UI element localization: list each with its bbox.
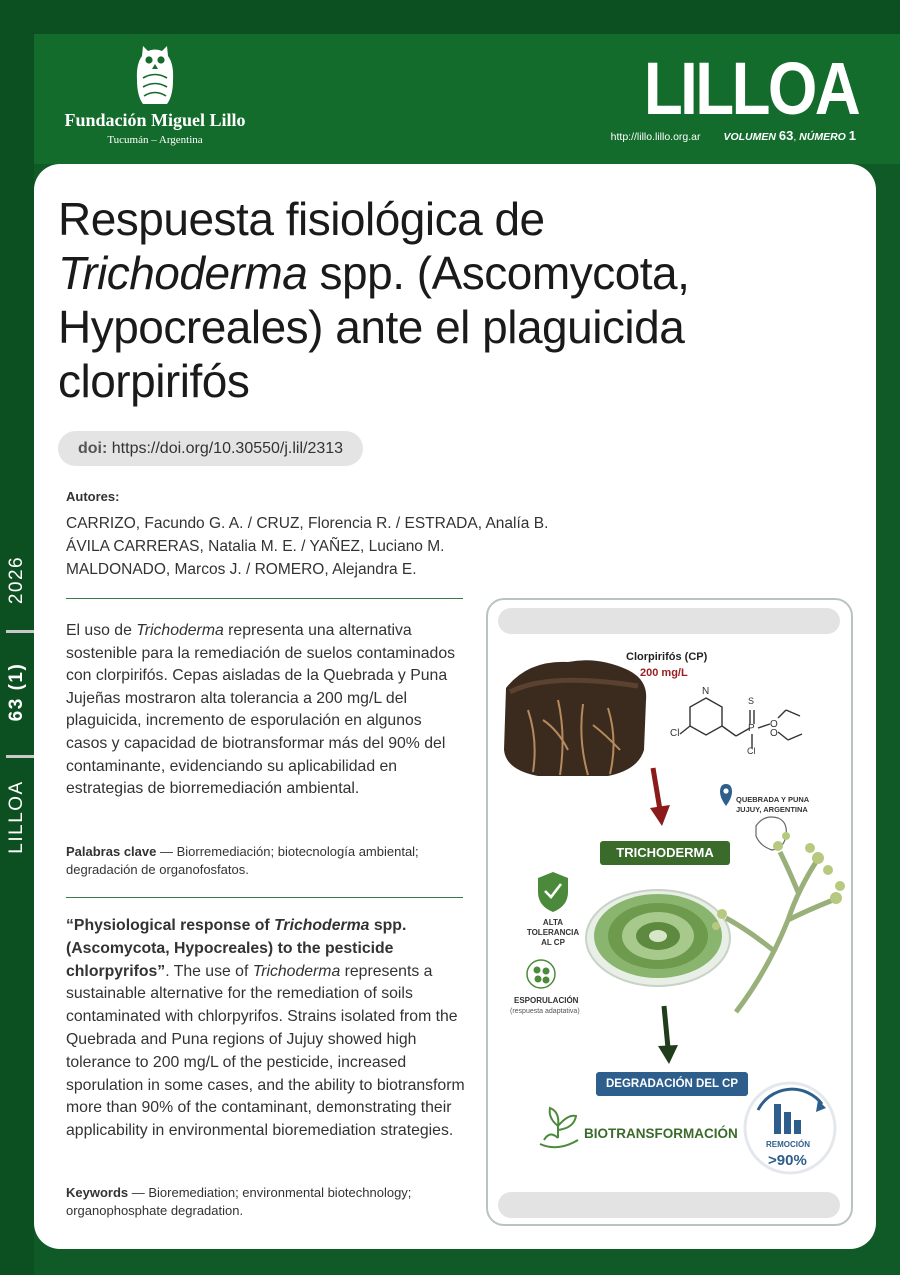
plant-hand-icon bbox=[540, 1108, 578, 1147]
location-label: QUEBRADA Y PUNA JUJUY, ARGENTINA bbox=[736, 795, 810, 814]
volume-label: VOLUMEN bbox=[723, 131, 776, 143]
degradation-label: DEGRADACIÓN DEL CP bbox=[596, 1072, 748, 1096]
org-location: Tucumán – Argentina bbox=[107, 134, 203, 146]
spine-divider bbox=[6, 755, 34, 758]
petri-dish-icon bbox=[586, 890, 730, 986]
down-arrow-icon bbox=[650, 768, 670, 826]
atom-label: Cl bbox=[747, 746, 756, 756]
trichoderma-label: TRICHODERMA bbox=[600, 841, 730, 865]
down-arrow-icon bbox=[658, 1006, 678, 1064]
atom-label: P bbox=[748, 723, 755, 734]
volume-number: 63 bbox=[778, 128, 794, 143]
atom-label: S bbox=[748, 696, 755, 706]
atom-label: O bbox=[770, 719, 778, 730]
removal-value: >90% bbox=[768, 1152, 807, 1169]
spine-issue: 63 (1) bbox=[6, 662, 27, 722]
graphical-abstract bbox=[486, 598, 853, 1226]
keywords-es bbox=[66, 843, 466, 879]
author-line: CARRIZO, Facundo G. A. / CRUZ, Florencia R. / ESTRADA, Analía B. bbox=[66, 515, 549, 532]
issue-meta: http://lillo.lillo.org.ar VOLUMEN 63, NÚMERO 1 bbox=[610, 128, 856, 143]
conidiophore-icon bbox=[726, 852, 833, 1012]
title-line: clorpirifós bbox=[58, 355, 250, 407]
soil-icon bbox=[504, 660, 646, 776]
spine-journal: LILLOA bbox=[6, 780, 27, 854]
location-pin-icon bbox=[720, 784, 732, 806]
cp-title: Clorpirifós (CP) bbox=[626, 651, 708, 663]
foundation-logo bbox=[60, 40, 250, 146]
divider bbox=[66, 897, 463, 898]
owl-icon bbox=[133, 40, 177, 108]
journal-name: LILLOA bbox=[643, 47, 858, 130]
authors-list bbox=[66, 512, 548, 581]
atom-label: N bbox=[702, 686, 710, 697]
keywords-label: Palabras clave bbox=[66, 844, 157, 859]
atom-label: O bbox=[770, 728, 778, 739]
spine bbox=[0, 520, 34, 870]
chlorpyrifos-structure bbox=[680, 698, 802, 748]
divider bbox=[66, 598, 463, 599]
doi-badge[interactable] bbox=[58, 431, 363, 466]
spine-divider bbox=[6, 630, 34, 633]
authors-heading: Autores: bbox=[66, 489, 120, 504]
title-line: Hypocreales) ante el plaguicida bbox=[58, 301, 685, 353]
title-genus: Trichoderma bbox=[58, 247, 308, 299]
sporulation-note: (respuesta adaptativa) bbox=[510, 1008, 580, 1015]
article-title bbox=[58, 192, 818, 408]
atom-label: Cl bbox=[670, 728, 680, 739]
title-line: spp. (Ascomycota, bbox=[307, 247, 690, 299]
spore-cluster bbox=[712, 832, 845, 930]
spores-icon bbox=[527, 960, 555, 988]
issue-number: 1 bbox=[848, 128, 856, 143]
author-line: MALDONADO, Marcos J. / ROMERO, Alejandra E. bbox=[66, 561, 417, 578]
keywords-text: — Bioremediation; environmental biotechnology; organophosphate degradation. bbox=[66, 1185, 412, 1218]
author-line: ÁVILA CARRERAS, Natalia M. E. / YAÑEZ, Luciano M. bbox=[66, 538, 445, 555]
keywords-text: — Biorremediación; biotecnología ambiental; degradación de organofosfatos. bbox=[66, 844, 419, 877]
removal-label: REMOCIÓN bbox=[766, 1140, 810, 1149]
number-label: NÚMERO bbox=[799, 131, 846, 143]
journal-url[interactable]: http://lillo.lillo.org.ar bbox=[610, 131, 701, 143]
abstract-en: “Physiological response of Trichoderma spp. (Ascomycota, Hypocreales) to the pesticide chlorpyrifos”. The use of Trichoderma represents a sustainable alternative for the remediation of soils contaminated with chlorpyrifos. Strains isolated from the Quebrada and Puna regions of Jujuy showed high tolerance to 200 mg/L of the pesticide, increased sporulation in some cases, and the ability to biotransform more than 90% of the contaminant, demonstrating their applicability in environmental bioremediation strategies. bbox=[66, 917, 465, 1140]
doi-link[interactable]: https://doi.org/10.30550/j.lil/2313 bbox=[111, 440, 344, 457]
sporulation-label: ESPORULACIÓN bbox=[514, 996, 579, 1005]
shield-check-icon bbox=[538, 872, 568, 912]
doi-label: doi: bbox=[78, 440, 108, 457]
spine-year: 2026 bbox=[6, 555, 27, 605]
cp-concentration: 200 mg/L bbox=[640, 667, 688, 679]
abstract-es: El uso de Trichoderma representa una alternativa sostenible para la remediación de suelos contaminados con clorpirifós. Cepas aisladas de la Quebrada y Puna Jujeñas mostraron alta tolerancia a 200 mg/L del plaguicida, incremento de esporulación en algunos casos y capacidad de biotransformar más del 90% del contaminante, evidenciando su aplicabilidad en estrategias de biorremediación ambiental. bbox=[66, 622, 456, 798]
tolerance-label: ALTA TOLERANCIA AL CP bbox=[526, 918, 580, 947]
org-name: Fundación Miguel Lillo bbox=[64, 110, 246, 130]
title-line: Respuesta fisiológica de bbox=[58, 193, 545, 245]
keywords-label: Keywords bbox=[66, 1185, 129, 1200]
biotransformation-label: BIOTRANSFORMACIÓN bbox=[584, 1126, 738, 1141]
keywords-en bbox=[66, 1184, 466, 1220]
